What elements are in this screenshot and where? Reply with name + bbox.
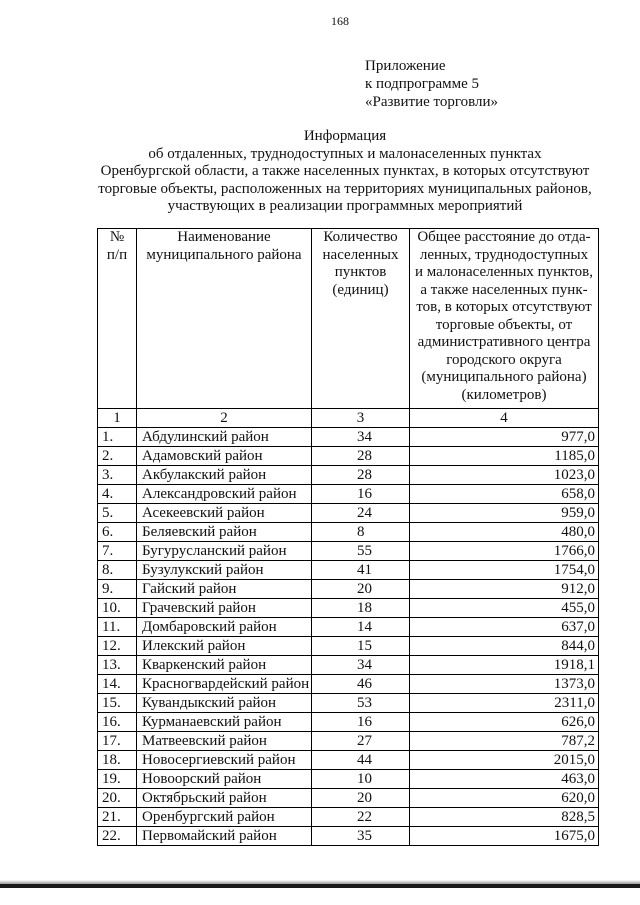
table-row bbox=[98, 428, 599, 447]
title-heading: Информация bbox=[303, 128, 387, 144]
table-row bbox=[98, 504, 599, 523]
settlements-count-cell: 28 bbox=[312, 447, 410, 466]
header-line: городского округа bbox=[446, 351, 562, 368]
table-row bbox=[98, 656, 599, 675]
row-number-cell: 9. bbox=[98, 580, 137, 599]
district-name-cell: Адамовский район bbox=[137, 447, 312, 466]
scan-edge-line bbox=[0, 884, 640, 888]
document-title bbox=[60, 128, 630, 216]
distance-cell: 626,0 bbox=[410, 713, 599, 732]
table-header-row bbox=[98, 229, 599, 409]
settlements-count-cell: 24 bbox=[312, 504, 410, 523]
appendix-line: «Развитие торговли» bbox=[365, 94, 499, 110]
district-name-cell: Курманаевский район bbox=[137, 713, 312, 732]
row-number-cell: 5. bbox=[98, 504, 137, 523]
distance-cell: 977,0 bbox=[410, 428, 599, 447]
district-name-cell: Кваркенский район bbox=[137, 656, 312, 675]
title-line: торговые объекты, расположенных на территориях муниципальных районов, bbox=[98, 180, 592, 197]
table-row bbox=[98, 466, 599, 485]
header-line: административного центра bbox=[417, 334, 591, 350]
distance-cell: 1023,0 bbox=[410, 466, 599, 485]
row-number-cell: 15. bbox=[98, 694, 137, 713]
title-line: об отдаленных, труднодоступных и малонаселенных пунктах bbox=[148, 145, 542, 162]
header-line: и малонаселенных пунктов, bbox=[415, 264, 593, 280]
row-number-cell: 4. bbox=[98, 485, 137, 504]
distance-cell: 1675,0 bbox=[410, 827, 599, 846]
row-number-cell: 3. bbox=[98, 466, 137, 485]
row-number-cell: 21. bbox=[98, 808, 137, 827]
district-name-cell: Красногвардейский район bbox=[137, 675, 312, 694]
distance-cell: 658,0 bbox=[410, 485, 599, 504]
settlements-count-cell: 41 bbox=[312, 561, 410, 580]
row-number-cell: 22. bbox=[98, 827, 137, 846]
row-number-cell: 12. bbox=[98, 637, 137, 656]
settlements-count-cell: 16 bbox=[312, 713, 410, 732]
row-number-cell: 10. bbox=[98, 599, 137, 618]
table-row bbox=[98, 751, 599, 770]
district-name-cell: Кувандыкский район bbox=[137, 694, 312, 713]
settlements-count-cell: 34 bbox=[312, 656, 410, 675]
table-row bbox=[98, 447, 599, 466]
column-number: 4 bbox=[410, 409, 599, 428]
header-distance bbox=[410, 229, 599, 409]
distance-cell: 912,0 bbox=[410, 580, 599, 599]
distance-cell: 1918,1 bbox=[410, 656, 599, 675]
settlements-count-cell: 27 bbox=[312, 732, 410, 751]
table-row bbox=[98, 485, 599, 504]
district-name-cell: Грачевский район bbox=[137, 599, 312, 618]
distance-cell: 1754,0 bbox=[410, 561, 599, 580]
column-number: 3 bbox=[312, 409, 410, 428]
settlements-count-cell: 28 bbox=[312, 466, 410, 485]
table-row bbox=[98, 580, 599, 599]
distance-cell: 787,2 bbox=[410, 732, 599, 751]
header-district-name bbox=[137, 229, 312, 409]
header-line: а также населенных пунк- bbox=[420, 281, 588, 298]
row-number-cell: 16. bbox=[98, 713, 137, 732]
table-row bbox=[98, 694, 599, 713]
settlements-count-cell: 20 bbox=[312, 580, 410, 599]
district-name-cell: Акбулакский район bbox=[137, 466, 312, 485]
distance-cell: 1373,0 bbox=[410, 675, 599, 694]
table-row bbox=[98, 637, 599, 656]
district-name-cell: Александровский район bbox=[137, 485, 312, 504]
title-line: участвующих в реализации программных мероприятий bbox=[167, 198, 523, 215]
header-line: п/п bbox=[106, 246, 128, 263]
header-line: ленных, труднодоступных bbox=[419, 246, 589, 263]
header-line: Наименование bbox=[177, 229, 271, 245]
settlements-count-cell: 18 bbox=[312, 599, 410, 618]
column-number: 2 bbox=[137, 409, 312, 428]
table-row bbox=[98, 618, 599, 637]
districts-table bbox=[97, 228, 599, 846]
table-row bbox=[98, 713, 599, 732]
district-name-cell: Оренбургский район bbox=[137, 808, 312, 827]
appendix-line: Приложение bbox=[365, 58, 446, 74]
row-number-cell: 19. bbox=[98, 770, 137, 789]
column-number: 1 bbox=[98, 409, 137, 428]
district-name-cell: Абдулинский район bbox=[137, 428, 312, 447]
appendix-line: к подпрограмме 5 bbox=[365, 76, 479, 92]
row-number-cell: 2. bbox=[98, 447, 137, 466]
settlements-count-cell: 35 bbox=[312, 827, 410, 846]
settlements-count-cell: 10 bbox=[312, 770, 410, 789]
row-number-cell: 6. bbox=[98, 523, 137, 542]
distance-cell: 2311,0 bbox=[410, 694, 599, 713]
table-row bbox=[98, 808, 599, 827]
table-row bbox=[98, 542, 599, 561]
settlements-count-cell: 53 bbox=[312, 694, 410, 713]
settlements-count-cell: 55 bbox=[312, 542, 410, 561]
table-body bbox=[98, 428, 599, 846]
row-number-cell: 17. bbox=[98, 732, 137, 751]
row-number-cell: 13. bbox=[98, 656, 137, 675]
header-line: Количество bbox=[323, 229, 398, 245]
distance-cell: 1185,0 bbox=[410, 447, 599, 466]
header-line: (километров) bbox=[461, 386, 547, 403]
district-name-cell: Илекский район bbox=[137, 637, 312, 656]
settlements-count-cell: 8 bbox=[312, 523, 410, 542]
district-name-cell: Асекеевский район bbox=[137, 504, 312, 523]
distance-cell: 1766,0 bbox=[410, 542, 599, 561]
row-number-cell: 7. bbox=[98, 542, 137, 561]
table-row bbox=[98, 732, 599, 751]
district-name-cell: Новоорский район bbox=[137, 770, 312, 789]
distance-cell: 959,0 bbox=[410, 504, 599, 523]
district-name-cell: Первомайский район bbox=[137, 827, 312, 846]
table-row bbox=[98, 561, 599, 580]
header-line: (единиц) bbox=[332, 281, 389, 298]
row-number-cell: 11. bbox=[98, 618, 137, 637]
appendix-note bbox=[365, 57, 498, 111]
settlements-count-cell: 22 bbox=[312, 808, 410, 827]
distance-cell: 828,5 bbox=[410, 808, 599, 827]
table-row bbox=[98, 789, 599, 808]
header-row-number bbox=[98, 229, 137, 409]
table-row bbox=[98, 523, 599, 542]
settlements-count-cell: 16 bbox=[312, 485, 410, 504]
distance-cell: 637,0 bbox=[410, 618, 599, 637]
title-line: Оренбургской области, а также населенных пунктах, в которых отсутствуют bbox=[100, 163, 590, 180]
row-number-cell: 14. bbox=[98, 675, 137, 694]
row-number-cell: 8. bbox=[98, 561, 137, 580]
district-name-cell: Бугурусланский район bbox=[137, 542, 312, 561]
header-line: тов, в которых отсутствуют bbox=[416, 299, 592, 315]
column-numbers-row bbox=[98, 409, 599, 428]
distance-cell: 620,0 bbox=[410, 789, 599, 808]
table-row bbox=[98, 599, 599, 618]
row-number-cell: 1. bbox=[98, 428, 137, 447]
header-settlements-count bbox=[312, 229, 410, 409]
distance-cell: 463,0 bbox=[410, 770, 599, 789]
distance-cell: 480,0 bbox=[410, 523, 599, 542]
district-name-cell: Бузулукский район bbox=[137, 561, 312, 580]
distance-cell: 455,0 bbox=[410, 599, 599, 618]
header-line: пунктов bbox=[334, 264, 387, 280]
header-line: (муниципального района) bbox=[421, 369, 587, 385]
district-name-cell: Матвеевский район bbox=[137, 732, 312, 751]
distance-cell: 844,0 bbox=[410, 637, 599, 656]
header-line: торговые объекты, от bbox=[435, 316, 573, 333]
district-name-cell: Новосергиевский район bbox=[137, 751, 312, 770]
settlements-count-cell: 14 bbox=[312, 618, 410, 637]
settlements-count-cell: 20 bbox=[312, 789, 410, 808]
page-number: 168 bbox=[331, 14, 349, 28]
row-number-cell: 18. bbox=[98, 751, 137, 770]
district-name-cell: Домбаровский район bbox=[137, 618, 312, 637]
settlements-count-cell: 44 bbox=[312, 751, 410, 770]
header-line: муниципального района bbox=[146, 246, 302, 263]
district-name-cell: Беляевский район bbox=[137, 523, 312, 542]
distance-cell: 2015,0 bbox=[410, 751, 599, 770]
district-name-cell: Гайский район bbox=[137, 580, 312, 599]
header-line: № bbox=[109, 229, 125, 245]
settlements-count-cell: 46 bbox=[312, 675, 410, 694]
table-row bbox=[98, 675, 599, 694]
header-line: населенных bbox=[322, 246, 399, 263]
table-row bbox=[98, 770, 599, 789]
settlements-count-cell: 15 bbox=[312, 637, 410, 656]
header-line: Общее расстояние до отда- bbox=[417, 229, 591, 245]
row-number-cell: 20. bbox=[98, 789, 137, 808]
settlements-count-cell: 34 bbox=[312, 428, 410, 447]
table-row bbox=[98, 827, 599, 846]
district-name-cell: Октябрьский район bbox=[137, 789, 312, 808]
